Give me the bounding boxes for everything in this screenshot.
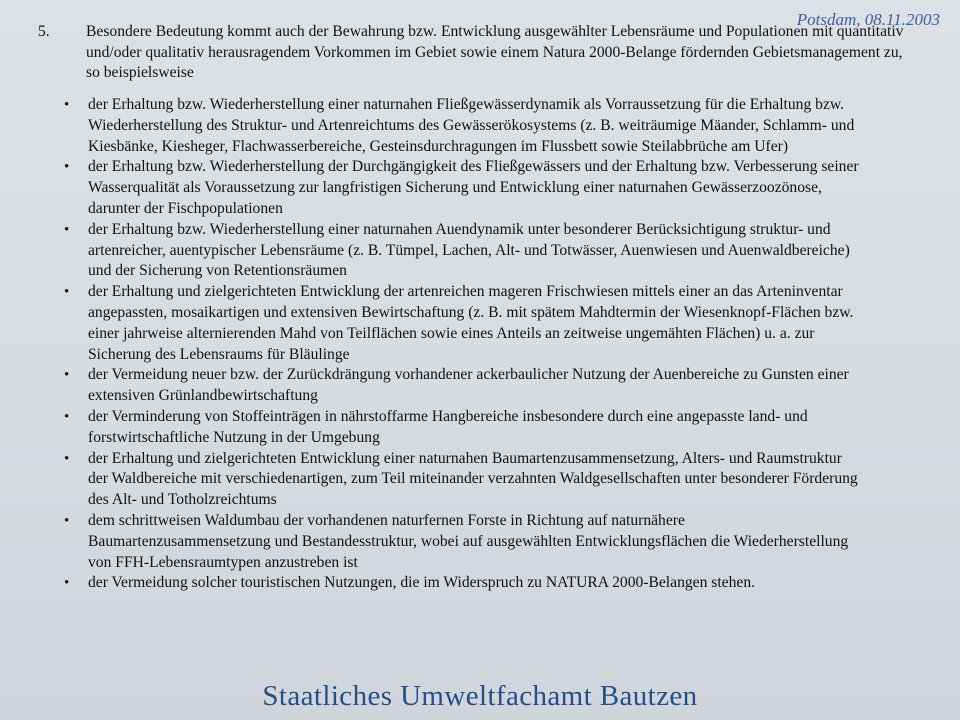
bullet-text: der Vermeidung solcher touristischen Nutzungen, die im Widerspruch zu NATURA 2000-Belangen stehen. — [88, 574, 756, 592]
bullet-item — [64, 449, 864, 511]
bullet-text: der Verminderung von Stoffeinträgen in nährstoffarme Hangbereiche insbesondere durch eine angepasste land- und forstwirtschaftliche Nutzung in der Umgebung — [88, 407, 808, 446]
bullet-text: der Erhaltung bzw. Wiederherstellung einer naturnahen Auendynamik unter besonderer Berücksichtigung struktur- und artenreicher, auentypischer Lebensräume (z. B. Tümpel, Lachen, Alt- und Totwässer, Auenwiesen und Auenwaldbereiche) und der Sicherung von Retentionsräumen — [88, 220, 850, 280]
footer-title: Staatliches Umweltfachamt Bautzen — [262, 680, 698, 712]
intro-paragraph — [38, 22, 918, 84]
bullet-item — [64, 407, 864, 449]
item-number: 5. — [38, 23, 50, 40]
bullet-icon: • — [64, 97, 70, 113]
bullet-item — [64, 220, 864, 282]
bullet-item — [64, 282, 864, 365]
bullet-text: der Vermeidung neuer bzw. der Zurückdrängung vorhandener ackerbaulicher Nutzung der Auenbereiche zu Gunsten einer extensiven Grünlandbewirtschaftung — [88, 366, 849, 405]
bullet-icon: • — [64, 284, 70, 301]
bullet-item — [64, 511, 864, 573]
bullet-icon: • — [64, 159, 70, 176]
bullet-icon: • — [64, 512, 70, 529]
bullet-text: der Erhaltung und zielgerichteten Entwicklung der artenreichen mageren Frischwiesen mittels einer an das Arteninventar angepassten, mosaikartigen und extensiven Bewirtschaftung (z. B. mit spätem Mahdtermin der Wiesenknopf-Flächen bzw. einer jahrweise alternierenden Mahd von Teilflächen sowie eines Anteils an zeitweise ungemähten Flächen) u. a. zur Sicherung des Lebensraums für Bläulinge — [88, 283, 854, 363]
bullet-item — [64, 95, 864, 157]
bullet-text: der Erhaltung und zielgerichteten Entwicklung einer naturnahen Baumartenzusammensetzung, Alters- und Raumstruktur der Waldbereiche mit verschiedenartigen, zum Teil miteinander verzahnten Waldgesellschaften unter besonderer Förderung des Alt- und Totholzreichtums — [88, 449, 858, 509]
bullet-text: dem schrittweisen Waldumbau der vorhandenen naturfernen Forste in Richtung auf naturnähere Baumartenzusammensetzung und Bestandesstruktur, wobei auf ausgewählten Entwicklungsflächen die Wiederherstellung von FFH-Lebensraumtypen anzustreben ist — [88, 511, 849, 571]
bullet-icon: • — [64, 367, 70, 384]
date-label: Potsdam, 08.11.2003 — [796, 10, 940, 29]
bullet-item — [64, 157, 864, 219]
bullet-item — [64, 365, 864, 407]
bullet-icon: • — [64, 408, 70, 425]
bullet-icon: • — [64, 450, 70, 467]
bullet-icon: • — [64, 575, 70, 592]
bullet-text: der Erhaltung bzw. Wiederherstellung der Durchgängigkeit des Fließgewässers und der Erhaltung bzw. Verbesserung seiner Wasserqualität als Voraussetzung zur langfristigen Sicherung und Entwicklung einer naturnahen Gewässerzoozönose, darunter der Fischpopulationen — [88, 158, 859, 217]
intro-text: Besondere Bedeutung kommt auch der Bewahrung bzw. Entwicklung ausgewählter Lebensräume und Populationen mit quantitativ und/oder qualitativ herausragendem Vorkommen im Gebiet sowie einem Natura 2000-Belange fördernden Gebietsmanagement zu, so beispielsweise — [86, 23, 904, 81]
bullet-icon: • — [64, 221, 70, 238]
bullet-text: der Erhaltung bzw. Wiederherstellung einer naturnahen Fließgewässerdynamik als Vorraussetzung für die Erhaltung bzw. Wiederherstellung des Struktur- und Artenreichtums des Gewässerökosystems (z. B. weiträumige Mäander, Schlamm- und Kiesbänke, Kiesheger, Flachwasserbereiche, Gesteinsdurchragungen im Flussbett sowie Steilabbrüche am Ufer) — [88, 96, 855, 155]
bullet-list — [64, 95, 864, 594]
bullet-item — [64, 573, 864, 594]
